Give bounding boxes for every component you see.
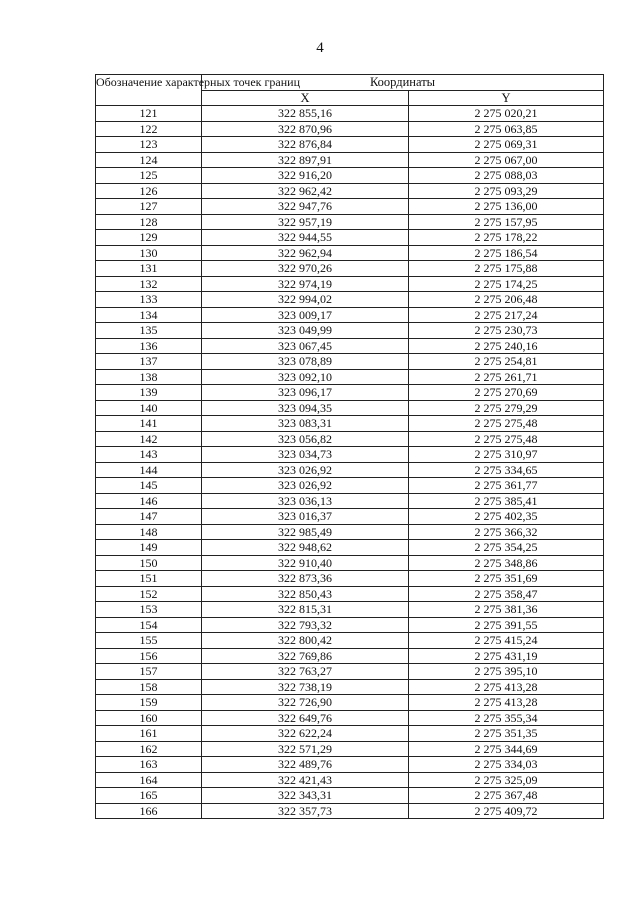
x-coordinate-cell: 323 036,13 xyxy=(202,493,409,509)
x-coordinate-cell: 322 421,43 xyxy=(202,772,409,788)
point-cell: 121 xyxy=(96,106,202,122)
y-coordinate-cell: 2 275 355,34 xyxy=(409,710,604,726)
point-cell: 162 xyxy=(96,741,202,757)
x-coordinate-cell: 323 016,37 xyxy=(202,509,409,525)
x-coordinate-cell: 322 815,31 xyxy=(202,602,409,618)
x-coordinate-cell: 322 855,16 xyxy=(202,106,409,122)
table-row xyxy=(96,509,604,525)
point-cell: 132 xyxy=(96,276,202,292)
point-cell: 145 xyxy=(96,478,202,494)
table-row xyxy=(96,695,604,711)
table-row xyxy=(96,493,604,509)
x-coordinate-cell: 322 489,76 xyxy=(202,757,409,773)
point-cell: 126 xyxy=(96,183,202,199)
table-row xyxy=(96,633,604,649)
x-coordinate-cell: 322 726,90 xyxy=(202,695,409,711)
y-coordinate-cell: 2 275 136,00 xyxy=(409,199,604,215)
y-coordinate-cell: 2 275 344,69 xyxy=(409,741,604,757)
y-coordinate-cell: 2 275 402,35 xyxy=(409,509,604,525)
table-row xyxy=(96,199,604,215)
point-cell: 154 xyxy=(96,617,202,633)
point-cell: 136 xyxy=(96,338,202,354)
table-row xyxy=(96,772,604,788)
point-cell: 159 xyxy=(96,695,202,711)
y-coordinate-cell: 2 275 261,71 xyxy=(409,369,604,385)
y-coordinate-cell: 2 275 275,48 xyxy=(409,431,604,447)
header-point-designation: Обозначение характерных точек границ xyxy=(96,75,202,106)
x-coordinate-cell: 322 970,26 xyxy=(202,261,409,277)
table-row xyxy=(96,803,604,819)
point-cell: 165 xyxy=(96,788,202,804)
point-cell: 128 xyxy=(96,214,202,230)
x-coordinate-cell: 322 343,31 xyxy=(202,788,409,804)
table-row xyxy=(96,757,604,773)
y-coordinate-cell: 2 275 325,09 xyxy=(409,772,604,788)
table-row xyxy=(96,462,604,478)
x-coordinate-cell: 322 897,91 xyxy=(202,152,409,168)
table-header xyxy=(96,75,604,106)
x-coordinate-cell: 323 034,73 xyxy=(202,447,409,463)
point-cell: 129 xyxy=(96,230,202,246)
y-coordinate-cell: 2 275 020,21 xyxy=(409,106,604,122)
table-row xyxy=(96,230,604,246)
table-row xyxy=(96,571,604,587)
point-cell: 131 xyxy=(96,261,202,277)
point-cell: 160 xyxy=(96,710,202,726)
table-row xyxy=(96,245,604,261)
x-coordinate-cell: 322 649,76 xyxy=(202,710,409,726)
y-coordinate-cell: 2 275 186,54 xyxy=(409,245,604,261)
point-cell: 166 xyxy=(96,803,202,819)
point-cell: 144 xyxy=(96,462,202,478)
table-row xyxy=(96,416,604,432)
y-coordinate-cell: 2 275 067,00 xyxy=(409,152,604,168)
point-cell: 164 xyxy=(96,772,202,788)
table-row xyxy=(96,307,604,323)
point-cell: 161 xyxy=(96,726,202,742)
y-coordinate-cell: 2 275 254,81 xyxy=(409,354,604,370)
x-coordinate-cell: 322 947,76 xyxy=(202,199,409,215)
point-cell: 163 xyxy=(96,757,202,773)
point-cell: 158 xyxy=(96,679,202,695)
table-row xyxy=(96,183,604,199)
y-coordinate-cell: 2 275 391,55 xyxy=(409,617,604,633)
y-coordinate-cell: 2 275 063,85 xyxy=(409,121,604,137)
table-row xyxy=(96,121,604,137)
y-coordinate-cell: 2 275 069,31 xyxy=(409,137,604,153)
x-coordinate-cell: 323 026,92 xyxy=(202,462,409,478)
x-coordinate-cell: 322 957,19 xyxy=(202,214,409,230)
x-coordinate-cell: 322 873,36 xyxy=(202,571,409,587)
x-coordinate-cell: 322 910,40 xyxy=(202,555,409,571)
point-cell: 133 xyxy=(96,292,202,308)
point-cell: 125 xyxy=(96,168,202,184)
x-coordinate-cell: 322 985,49 xyxy=(202,524,409,540)
x-coordinate-cell: 323 009,17 xyxy=(202,307,409,323)
table-body xyxy=(96,106,604,819)
table-row xyxy=(96,369,604,385)
point-cell: 143 xyxy=(96,447,202,463)
y-coordinate-cell: 2 275 240,16 xyxy=(409,338,604,354)
x-coordinate-cell: 322 850,43 xyxy=(202,586,409,602)
point-cell: 157 xyxy=(96,664,202,680)
x-coordinate-cell: 323 056,82 xyxy=(202,431,409,447)
table-row xyxy=(96,137,604,153)
x-coordinate-cell: 323 094,35 xyxy=(202,400,409,416)
table-row xyxy=(96,400,604,416)
point-cell: 148 xyxy=(96,524,202,540)
y-coordinate-cell: 2 275 395,10 xyxy=(409,664,604,680)
y-coordinate-cell: 2 275 270,69 xyxy=(409,385,604,401)
table-row xyxy=(96,261,604,277)
point-cell: 153 xyxy=(96,602,202,618)
y-coordinate-cell: 2 275 174,25 xyxy=(409,276,604,292)
y-coordinate-cell: 2 275 206,48 xyxy=(409,292,604,308)
point-cell: 122 xyxy=(96,121,202,137)
point-cell: 140 xyxy=(96,400,202,416)
point-cell: 123 xyxy=(96,137,202,153)
y-coordinate-cell: 2 275 381,36 xyxy=(409,602,604,618)
page-number: 4 xyxy=(316,40,324,56)
y-coordinate-cell: 2 275 361,77 xyxy=(409,478,604,494)
y-coordinate-cell: 2 275 367,48 xyxy=(409,788,604,804)
x-coordinate-cell: 322 962,94 xyxy=(202,245,409,261)
y-coordinate-cell: 2 275 351,35 xyxy=(409,726,604,742)
table-row xyxy=(96,385,604,401)
point-cell: 134 xyxy=(96,307,202,323)
y-coordinate-cell: 2 275 334,65 xyxy=(409,462,604,478)
table-row xyxy=(96,741,604,757)
x-coordinate-cell: 322 738,19 xyxy=(202,679,409,695)
x-coordinate-cell: 322 571,29 xyxy=(202,741,409,757)
x-coordinate-cell: 322 876,84 xyxy=(202,137,409,153)
point-cell: 124 xyxy=(96,152,202,168)
header-y: Y xyxy=(409,90,604,106)
x-coordinate-cell: 323 067,45 xyxy=(202,338,409,354)
x-coordinate-cell: 322 769,86 xyxy=(202,648,409,664)
table-row xyxy=(96,447,604,463)
x-coordinate-cell: 323 083,31 xyxy=(202,416,409,432)
table-row xyxy=(96,788,604,804)
point-cell: 147 xyxy=(96,509,202,525)
table-row xyxy=(96,214,604,230)
x-coordinate-cell: 322 944,55 xyxy=(202,230,409,246)
x-coordinate-cell: 322 962,42 xyxy=(202,183,409,199)
x-coordinate-cell: 322 793,32 xyxy=(202,617,409,633)
y-coordinate-cell: 2 275 415,24 xyxy=(409,633,604,649)
x-coordinate-cell: 322 948,62 xyxy=(202,540,409,556)
y-coordinate-cell: 2 275 093,29 xyxy=(409,183,604,199)
table-row xyxy=(96,292,604,308)
x-coordinate-cell: 323 049,99 xyxy=(202,323,409,339)
point-cell: 155 xyxy=(96,633,202,649)
header-x: X xyxy=(202,90,409,106)
table-row xyxy=(96,679,604,695)
table-row xyxy=(96,555,604,571)
y-coordinate-cell: 2 275 358,47 xyxy=(409,586,604,602)
table-row xyxy=(96,602,604,618)
table-row xyxy=(96,168,604,184)
y-coordinate-cell: 2 275 275,48 xyxy=(409,416,604,432)
table-row xyxy=(96,106,604,122)
y-coordinate-cell: 2 275 409,72 xyxy=(409,803,604,819)
point-cell: 130 xyxy=(96,245,202,261)
table-row xyxy=(96,276,604,292)
table-row xyxy=(96,664,604,680)
table-row xyxy=(96,323,604,339)
y-coordinate-cell: 2 275 217,24 xyxy=(409,307,604,323)
table-row xyxy=(96,338,604,354)
x-coordinate-cell: 322 870,96 xyxy=(202,121,409,137)
y-coordinate-cell: 2 275 279,29 xyxy=(409,400,604,416)
y-coordinate-cell: 2 275 175,88 xyxy=(409,261,604,277)
y-coordinate-cell: 2 275 178,22 xyxy=(409,230,604,246)
x-coordinate-cell: 323 096,17 xyxy=(202,385,409,401)
table-row xyxy=(96,431,604,447)
y-coordinate-cell: 2 275 431,19 xyxy=(409,648,604,664)
x-coordinate-cell: 323 092,10 xyxy=(202,369,409,385)
y-coordinate-cell: 2 275 385,41 xyxy=(409,493,604,509)
y-coordinate-cell: 2 275 413,28 xyxy=(409,679,604,695)
table-row xyxy=(96,648,604,664)
point-cell: 151 xyxy=(96,571,202,587)
point-cell: 127 xyxy=(96,199,202,215)
point-cell: 156 xyxy=(96,648,202,664)
point-cell: 141 xyxy=(96,416,202,432)
y-coordinate-cell: 2 275 366,32 xyxy=(409,524,604,540)
point-cell: 138 xyxy=(96,369,202,385)
table-row xyxy=(96,478,604,494)
y-coordinate-cell: 2 275 088,03 xyxy=(409,168,604,184)
y-coordinate-cell: 2 275 334,03 xyxy=(409,757,604,773)
y-coordinate-cell: 2 275 157,95 xyxy=(409,214,604,230)
x-coordinate-cell: 322 763,27 xyxy=(202,664,409,680)
point-cell: 146 xyxy=(96,493,202,509)
point-cell: 149 xyxy=(96,540,202,556)
x-coordinate-cell: 323 026,92 xyxy=(202,478,409,494)
point-cell: 152 xyxy=(96,586,202,602)
y-coordinate-cell: 2 275 413,28 xyxy=(409,695,604,711)
table-row xyxy=(96,354,604,370)
table-row xyxy=(96,710,604,726)
y-coordinate-cell: 2 275 310,97 xyxy=(409,447,604,463)
point-cell: 139 xyxy=(96,385,202,401)
header-coordinates: Координаты xyxy=(202,75,604,91)
y-coordinate-cell: 2 275 354,25 xyxy=(409,540,604,556)
y-coordinate-cell: 2 275 348,86 xyxy=(409,555,604,571)
x-coordinate-cell: 322 800,42 xyxy=(202,633,409,649)
x-coordinate-cell: 322 357,73 xyxy=(202,803,409,819)
point-cell: 150 xyxy=(96,555,202,571)
x-coordinate-cell: 322 974,19 xyxy=(202,276,409,292)
table-row xyxy=(96,524,604,540)
table-row xyxy=(96,617,604,633)
coordinates-table xyxy=(95,74,604,819)
table-row xyxy=(96,726,604,742)
table-row xyxy=(96,586,604,602)
table-row xyxy=(96,152,604,168)
point-cell: 142 xyxy=(96,431,202,447)
table-row xyxy=(96,540,604,556)
point-cell: 135 xyxy=(96,323,202,339)
x-coordinate-cell: 323 078,89 xyxy=(202,354,409,370)
x-coordinate-cell: 322 916,20 xyxy=(202,168,409,184)
y-coordinate-cell: 2 275 230,73 xyxy=(409,323,604,339)
x-coordinate-cell: 322 622,24 xyxy=(202,726,409,742)
x-coordinate-cell: 322 994,02 xyxy=(202,292,409,308)
y-coordinate-cell: 2 275 351,69 xyxy=(409,571,604,587)
point-cell: 137 xyxy=(96,354,202,370)
